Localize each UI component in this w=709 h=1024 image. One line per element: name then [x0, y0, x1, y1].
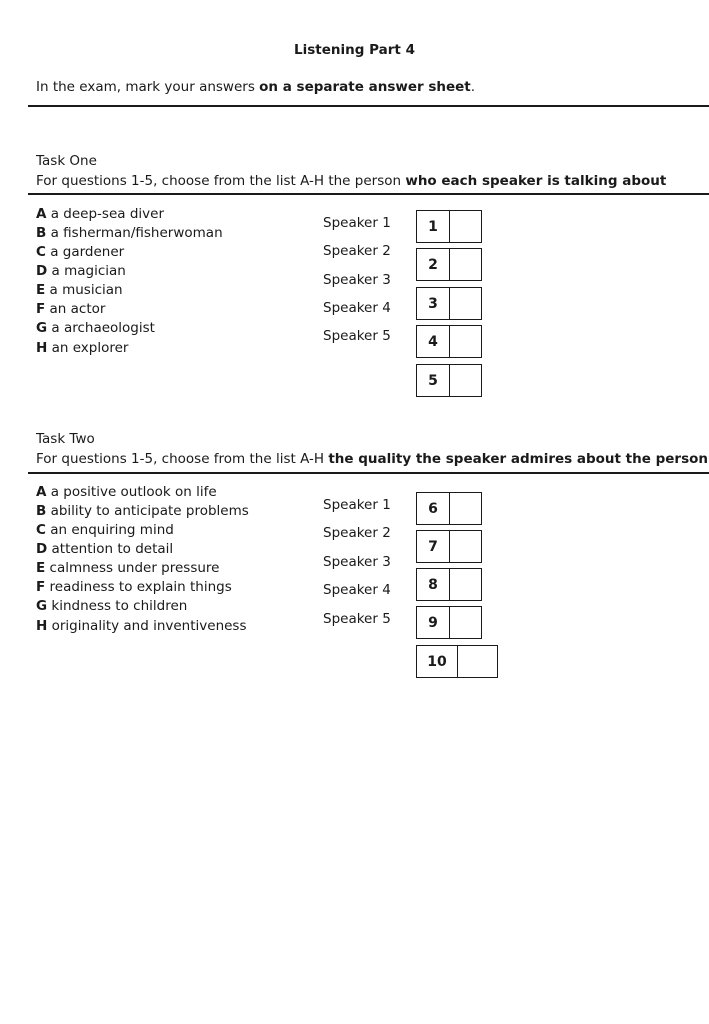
- task-one-heading: Task One: [36, 153, 97, 169]
- answer-field[interactable]: [450, 288, 481, 319]
- task-one-divider: [28, 193, 709, 195]
- answer-field[interactable]: [450, 493, 481, 524]
- answer-field[interactable]: [458, 646, 497, 677]
- option-item: G a archaeologist: [36, 320, 155, 336]
- speaker-label: Speaker 1: [323, 497, 391, 513]
- task-two-emphasis: the quality the speaker admires about the person: [328, 451, 709, 467]
- instruction-emphasis: on a separate answer sheet: [259, 79, 471, 95]
- option-item: G kindness to children: [36, 598, 188, 614]
- page-title: Listening Part 4: [294, 42, 415, 58]
- answer-box-1[interactable]: 1: [416, 210, 482, 243]
- option-item: D a magician: [36, 263, 126, 279]
- speaker-label: Speaker 4: [323, 300, 391, 316]
- answer-field[interactable]: [450, 569, 481, 600]
- task-one-emphasis: who each speaker is talking about: [405, 173, 667, 189]
- option-item: C an enquiring mind: [36, 522, 174, 538]
- task-two-divider: [28, 472, 709, 474]
- speaker-label: Speaker 1: [323, 215, 391, 231]
- speaker-label: Speaker 2: [323, 243, 391, 259]
- task-two-instruction: For questions 1-5, choose from the list A-H the quality the speaker admires about the person: [36, 451, 709, 467]
- speaker-label: Speaker 2: [323, 525, 391, 541]
- option-item: D attention to detail: [36, 541, 174, 557]
- option-item: F readiness to explain things: [36, 579, 232, 595]
- answer-box-3[interactable]: 3: [416, 287, 482, 320]
- answer-field[interactable]: [450, 531, 481, 562]
- answer-field[interactable]: [450, 326, 481, 357]
- header-divider: [28, 105, 709, 107]
- answer-field[interactable]: [450, 211, 481, 242]
- answer-box-5[interactable]: 5: [416, 364, 482, 397]
- speaker-label: Speaker 3: [323, 272, 391, 288]
- answer-box-2[interactable]: 2: [416, 248, 482, 281]
- answer-field[interactable]: [450, 365, 481, 396]
- answer-field[interactable]: [450, 607, 481, 638]
- option-item: H originality and inventiveness: [36, 618, 247, 634]
- speaker-label: Speaker 3: [323, 554, 391, 570]
- speaker-label: Speaker 5: [323, 328, 391, 344]
- option-item: A a deep-sea diver: [36, 206, 164, 222]
- option-item: A a positive outlook on life: [36, 484, 217, 500]
- answer-field[interactable]: [450, 249, 481, 280]
- answer-box-4[interactable]: 4: [416, 325, 482, 358]
- option-item: H an explorer: [36, 340, 129, 356]
- option-item: E a musician: [36, 282, 123, 298]
- task-one-instruction: For questions 1-5, choose from the list A-H the person who each speaker is talking about: [36, 173, 667, 189]
- exam-instruction: In the exam, mark your answers on a separate answer sheet.: [36, 79, 476, 95]
- task-two-heading: Task Two: [36, 431, 95, 447]
- answer-box-8[interactable]: 8: [416, 568, 482, 601]
- option-item: F an actor: [36, 301, 106, 317]
- answer-box-10[interactable]: 10: [416, 645, 498, 678]
- answer-box-7[interactable]: 7: [416, 530, 482, 563]
- answer-box-9[interactable]: 9: [416, 606, 482, 639]
- option-item: B ability to anticipate problems: [36, 503, 249, 519]
- speaker-label: Speaker 5: [323, 611, 391, 627]
- speaker-label: Speaker 4: [323, 582, 391, 598]
- option-item: C a gardener: [36, 244, 125, 260]
- option-item: E calmness under pressure: [36, 560, 220, 576]
- option-item: B a fisherman/fisherwoman: [36, 225, 223, 241]
- answer-box-6[interactable]: 6: [416, 492, 482, 525]
